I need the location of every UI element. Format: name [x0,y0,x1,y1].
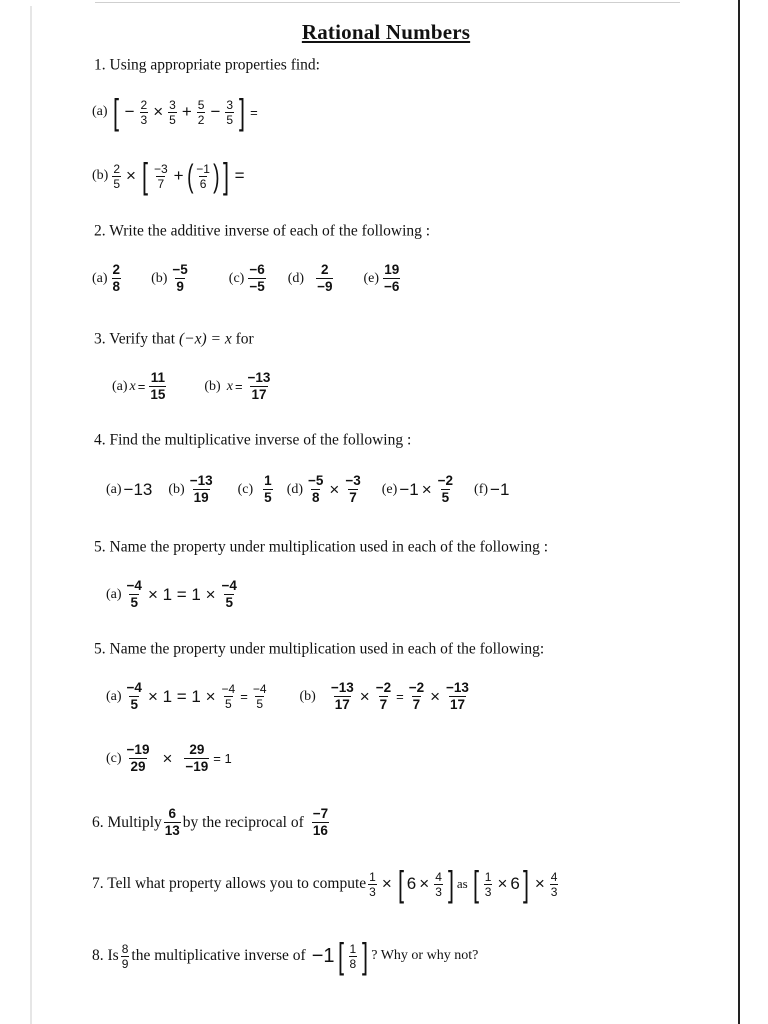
fraction: $\frac{-2}{5}$ [437,473,454,505]
question-1a [92,91,260,132]
fraction: $\frac{4}{3}$ [550,869,558,899]
fraction: $\frac{5}{2}$ [197,97,205,127]
right-border-line [738,0,740,1024]
plus-sign: + [181,102,192,121]
question-5b-heading: 5. Name the property under multiplication used in each of the following: [94,640,545,658]
q5b-c-label: (c) [106,750,122,766]
left-bracket: [ [112,91,119,132]
fraction: $\frac{3}{5}$ [226,97,234,127]
q4c-label: (c) [237,481,254,497]
fraction: −13 19 [189,473,213,505]
q5b-b-label: (b) [299,688,316,704]
q2b-label: (b) [151,270,168,286]
fraction: $\frac{1}{3}$ [369,869,376,899]
fraction: 1 8 [349,941,357,971]
right-bracket: ] [239,91,246,132]
fraction: −6 −5 [249,262,265,294]
question-2-heading: 2. Write the additive inverse of each of the following : [94,222,431,240]
question-8: 8. Is 8 9 the multiplicative inverse of −1 [ 1 8 ] ? Why or why not? [92,935,479,976]
q4a-label: (a) [106,481,122,497]
top-rule [95,2,680,3]
fraction: $\frac{-4}{5}$ [252,682,267,711]
q2c-label: (c) [228,270,245,286]
fraction: 19 −6 [384,262,400,294]
fraction: $\frac{4}{3}$ [435,869,442,899]
fraction: $\frac{1}{3}$ [484,869,492,899]
minus-sign: − [124,102,135,121]
plus-sign: + [173,166,184,185]
q3-expression: (−x) = x [178,330,232,348]
fraction: $\frac{-13}{17}$ [330,680,354,712]
fraction: 6 13 [164,806,180,838]
fraction: $\frac{-4}{5}$ [221,682,236,711]
right-bracket: ] [222,155,229,196]
left-edge-shadow [30,6,32,1024]
q1a-label: (a) [92,104,108,119]
question-4-items: (a) −13 (b) −13 19 (c) 1 5 (d) $\frac{-5}{8}$ × $\frac{-3}{7}$ (e) −1 × $\frac{-2}{5}$ (f) −1 [106,473,510,505]
q4d-label: (d) [286,481,304,497]
q3a-label: (a) [112,378,128,394]
fraction: −7 16 [312,806,329,838]
question-1-heading: 1. Using appropriate properties find: [94,56,320,74]
q3b-label: (b) [204,378,221,394]
left-paren: ( [186,158,194,194]
times-sign: × [126,166,136,185]
question-6: 6. Multiply 6 13 by the reciprocal of −7 16 [92,806,329,838]
times-sign: × [153,102,164,121]
q2e-label: (e) [363,270,380,286]
page-title: Rational Numbers [301,20,471,44]
question-7: 7. Tell what property allows you to compute $\frac{1}{3}$ × [ 6 × $\frac{4}{3}$ ] as [ $\frac{1}{3}$ × 6 ] × $\frac{4}{3}$ [92,863,558,904]
fraction: −1 6 [196,161,210,191]
fraction: $\frac{-2}{7}$ [375,680,392,712]
fraction: $\frac{2}{5}$ [113,161,121,191]
question-5b-row2: (c) $\frac{-19}{29}$ × $\frac{29}{-19}$ = 1 [106,742,232,774]
q2a-label: (a) [92,270,108,286]
fraction: $\frac{2}{3}$ [140,97,148,127]
q5b-a-label: (a) [106,688,122,704]
q4e-label: (e) [381,481,398,497]
q5a-label: (a) [106,586,122,602]
question-2-items [92,262,402,295]
fraction: 8 9 [121,941,129,971]
question-1b [92,155,248,196]
q1b-label: (b) [92,168,109,183]
question-5a-item: (a) $\frac{-4}{5}$ × 1 = 1 × $\frac{-4}{5}$ [106,578,237,610]
fraction: $\frac{-4}{5}$ [126,578,142,610]
question-5a-heading: 5. Name the property under multiplication used in each of the following : [94,538,549,556]
fraction: 2 8 [112,262,121,294]
fraction: $\frac{-13}{17}$ [446,680,469,712]
q4f-label: (f) [474,481,489,497]
question-4-heading: 4. Find the multiplicative inverse of the following : [94,431,412,449]
right-paren: ) [213,158,220,194]
fraction: −5 9 [172,262,188,294]
question-5b-row1: (a) $\frac{-4}{5}$ × 1 = 1 × $\frac{-4}{5}$ = $\frac{-4}{5}$ (b) $\frac{-13}{17}$ × $\frac{-2}{7}$ = $\frac{-2}{7}$ × $\frac{-13}{17}$ [106,680,469,712]
fraction: 2 −9 [317,262,333,294]
fraction: 1 5 [264,473,272,505]
equals-sign: = [234,166,245,185]
equals-sign: = [250,104,258,120]
fraction: $\frac{-2}{7}$ [408,680,425,712]
question-3-heading: 3. Verify that (−x) = x for [94,330,254,348]
q2d-label: (d) [287,270,305,286]
left-bracket: [ [141,155,148,196]
minus-sign: − [210,102,221,121]
fraction: $\frac{29}{-19}$ [185,742,209,774]
fraction: −3 7 [153,161,168,191]
fraction: $\frac{3}{5}$ [169,97,176,127]
q4b-label: (b) [168,481,185,497]
fraction: $\frac{11}{15}$ [150,370,166,402]
fraction: $\frac{-5}{8}$ [308,473,324,505]
fraction: $\frac{-4}{5}$ [221,578,237,610]
fraction: $\frac{-3}{7}$ [345,473,361,505]
fraction: $\frac{-19}{29}$ [126,742,150,774]
fraction: $\frac{-13}{17}$ [247,370,271,402]
question-3-items: (a) x = $\frac{11}{15}$ (b) x = $\frac{-13}{17}$ [112,370,271,402]
fraction: $\frac{-4}{5}$ [126,680,142,712]
